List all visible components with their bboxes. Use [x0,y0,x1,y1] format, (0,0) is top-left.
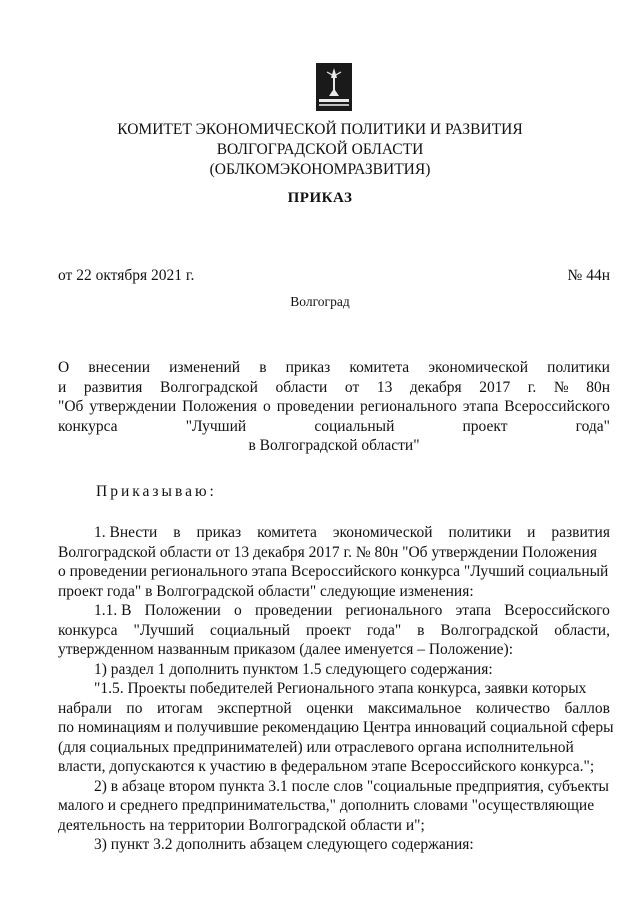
word: года" [575,417,610,435]
word: Всероссийского [504,602,610,619]
volgograd-emblem-icon [315,62,353,112]
word: № [553,378,569,396]
word: количество [475,699,550,717]
word: оценки [306,699,354,717]
document-type-title: ПРИКАЗ [287,190,353,206]
word: проект [305,621,351,639]
word: развития [551,524,610,541]
word: Положения [182,398,258,416]
word: в [173,524,181,541]
body-line [58,621,610,641]
word: политики [547,359,610,376]
word: "Лучший [185,417,247,435]
word: Всероссийского [504,398,610,416]
document-date: от 22 октября 2021 г. [58,267,195,284]
word: максимальное [367,699,462,717]
body-line: "1.5. Проекты победителей Регионального этапа конкурса, заявки которых [94,680,587,697]
word: 80н [586,378,610,396]
word: комитета [257,524,317,541]
subject-line [58,397,610,417]
body-line: 2) в абзаце втором пункта 3.1 после слов "социальные предприятия, субъекты [94,777,609,795]
word: набрали [58,699,112,717]
word: области [275,378,328,396]
word: проведении [276,398,355,416]
word: и [58,378,67,396]
body-line [58,523,610,543]
word: экономической [332,524,433,541]
document-subject [58,358,610,456]
word: Волгоградской [160,378,258,396]
word: в [259,359,267,376]
word: социальный [314,417,395,435]
word: "Лучший [133,621,195,639]
body-line: (для социальных предпринимателей) или отраслевого органа исполнительной [58,738,574,756]
word: "Об [58,398,84,416]
subject-line: в Волгоградской области" [248,437,420,455]
word: о [233,602,242,619]
committee-abbreviation: (ОБЛКОМЭКОНОМРАЗВИТИЯ) [209,161,431,178]
word: регионального [345,602,443,619]
word: баллов [564,699,610,717]
word: регионального [360,398,457,416]
word: конкурса [58,621,118,639]
word: Волгоградской [440,621,539,639]
word: по [126,699,143,717]
body-line: 3) пункт 3.2 дополнить абзацем следующего содержания: [94,836,474,853]
word: декабря [409,378,462,396]
subject-line [58,358,610,378]
word: этапа [462,398,499,416]
word: изменений [169,359,241,376]
word: и [527,524,536,541]
document-number: № 44н [567,267,610,284]
body-line: по номинациям и получившие рекомендацию Центра инноваций социальной сферы [58,719,614,736]
word: Положении [144,602,221,619]
body-line: о проведении регионального этапа Всероссийского конкурса "Лучший социальный [58,563,609,580]
word: года" [366,621,402,639]
word: социальный [209,621,291,639]
word: конкурса [58,417,118,435]
body-line: проект года" в Волгоградской области" следующие изменения: [58,582,474,600]
body-line: власти, допускаются к участию в федеральном этапе Всероссийского конкурса."; [58,758,595,775]
word: экспертной [217,699,292,717]
body-line: 1) раздел 1 дополнить пунктом 1.5 следующего содержания: [94,660,493,678]
word: приказ [285,359,331,376]
word: политики [448,524,512,541]
document-city: Волгоград [290,294,350,309]
word: от [344,378,360,396]
word: 1.1. В [94,602,132,619]
word: комитета [349,359,410,376]
body-line [58,699,610,719]
word: экономической [428,359,529,376]
word: области, [554,621,610,639]
subject-line [58,417,610,437]
word: проект [462,417,508,435]
word: 1. Внести [94,524,158,541]
body-line: малого и среднего предпринимательства," дополнить словами "осуществляющие [58,797,595,814]
word: г. [527,378,537,396]
word: внесении [88,359,151,376]
word: развития [83,378,143,396]
order-word: Приказываю: [96,483,217,500]
body-line: Волгоградской области от 13 декабря 2017 г. № 80н "Об утверждении Положения [58,543,598,561]
body-line: утвержденном названным приказом (далее именуется – Положение): [58,641,514,658]
word: в [417,621,425,639]
committee-name-line-1: КОМИТЕТ ЭКОНОМИЧЕСКОЙ ПОЛИТИКИ И РАЗВИТИЯ [117,121,523,138]
word: утверждении [89,398,177,416]
document-body [58,523,614,855]
committee-name-line-2: ВОЛГОГРАДСКОЙ ОБЛАСТИ [216,141,424,158]
word: приказ [196,524,242,541]
word: 13 [376,378,393,396]
word: О [58,359,70,376]
subject-line [58,378,610,398]
body-line [58,601,610,621]
word: проведении [254,602,333,619]
word: о [262,398,271,416]
word: 2017 [479,378,511,396]
word: итогам [157,699,203,717]
word: этапа [455,602,492,619]
body-line: деятельность на территории Волгоградской области и"; [58,816,425,834]
